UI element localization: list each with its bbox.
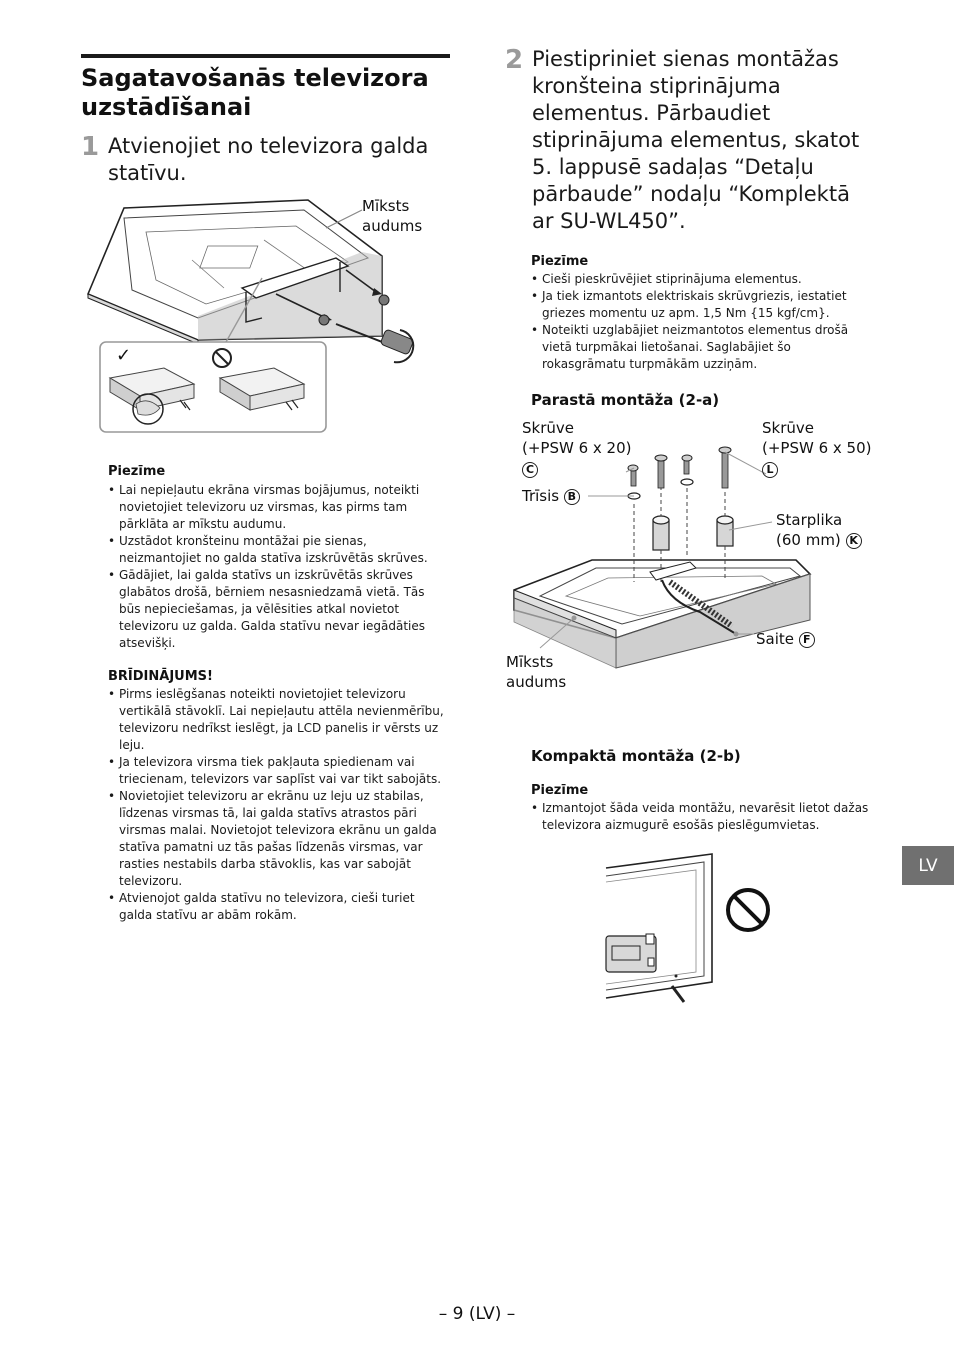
step-text: Atvienojiet no televizora galda statīvu. xyxy=(108,134,429,185)
cord-label: Saite F xyxy=(756,629,815,649)
note-1 xyxy=(108,463,448,652)
warning-list xyxy=(108,686,450,924)
list-item: • Noteikti uzglabājiet neizmantotos elementus drošā vietā turpmākai lietošanai. Saglabājiet šo rokasgrāmatu turpmākām uzziņām. xyxy=(531,322,871,373)
section-title xyxy=(81,64,451,122)
note-heading: Piezīme xyxy=(531,254,589,269)
figure-standard-mount xyxy=(500,412,880,702)
left-column xyxy=(81,54,451,187)
compact-mount-illustration xyxy=(600,850,780,1010)
note-list xyxy=(531,800,876,834)
section-title-line: uzstādīšanai xyxy=(81,93,252,121)
step-number: 1 xyxy=(81,132,100,162)
list-item: • Novietojiet televizoru ar ekrānu uz leju uz stabilas, līdzenas virsmas tā, lai galda statīvs atrastos pāri virsmas malai. Novietojot televizora ekrānu un galda statīva pamatni uz tās pašas līdzenās virsmas, var rasties nestabils darba stāvoklis, kas var sabojāt televizoru. xyxy=(108,788,450,890)
screw-c-marker: C xyxy=(522,462,538,478)
list-item: • Lai nepieļautu ekrāna virsmas bojājumus, noteikti novietojiet televizoru uz virsmas, kas pirms tam pārklāta ar mīkstu audumu. xyxy=(108,482,448,533)
step-2 xyxy=(505,46,875,235)
soft-cloth-label: Mīksts audums xyxy=(506,653,567,691)
list-item: • Atvienojot galda statīvu no televizora, cieši turiet galda statīvu ar abām rokām. xyxy=(108,890,450,924)
section-title-line: Sagatavošanās televizora xyxy=(81,64,429,92)
note-2 xyxy=(531,253,871,373)
mount-a-heading: Parastā montāža (2-a) xyxy=(531,391,720,409)
list-item: • Uzstādot kronšteinu montāžai pie sienas, neizmantojiet no galda statīva izskrūvētās skrūves. xyxy=(108,533,448,567)
washer-label: Trīsis B xyxy=(522,486,580,506)
list-item: • Ja televizora virsma tiek pakļauta spiedienam vai triecienam, televizors var saplīst vai var tikt sabojāts. xyxy=(108,754,450,788)
soft-cloth-label: Mīksts audums xyxy=(362,197,423,235)
note-heading: Piezīme xyxy=(108,464,166,479)
list-item: • Izmantojot šāda veida montāžu, nevarēsit lietot dažas televizora aizmugurē esošās pieslēgumvietas. xyxy=(531,800,876,834)
ok-check-icon: ✓ xyxy=(116,345,132,366)
step-text: Piestipriniet sienas montāžas kronšteina stiprinājuma elementus. Pārbaudiet stiprinājuma elementus, skatot 5. lappusē sadaļas “Detaļu pārbaude” nodaļu “Komplektā ar SU-WL450”. xyxy=(532,47,860,233)
note-list xyxy=(531,271,871,373)
screw-c-label: Skrūve (+PSW 6 x 20) C xyxy=(522,419,632,476)
screw-l-label: Skrūve (+PSW 6 x 50) L xyxy=(762,419,872,476)
language-tab: LV xyxy=(902,846,954,885)
warning-block xyxy=(108,668,450,924)
mount-b-heading: Kompaktā montāža (2-b) xyxy=(531,747,741,765)
screw-l-marker: L xyxy=(762,462,778,478)
list-item: • Cieši pieskrūvējiet stiprinājuma elementus. xyxy=(531,271,871,288)
figure-remove-stand xyxy=(86,196,431,436)
section-rule xyxy=(81,54,450,58)
cord-marker: F xyxy=(799,632,815,648)
right-column xyxy=(505,46,875,235)
list-item: • Ja tiek izmantots elektriskais skrūvgriezis, iestatiet griezes momentu uz apm. 1,5 Nm {15 kgf/cm}. xyxy=(531,288,871,322)
spacer-label: Starplika (60 mm) K xyxy=(776,510,862,550)
list-item: • Pirms ieslēgšanas noteikti novietojiet televizoru vertikālā stāvoklī. Lai nepieļautu attēla nevienmērību, televizoru nedrīkst ieslēgt, ja LCD panelis ir vērsts uz leju. xyxy=(108,686,450,754)
list-item: • Gādājiet, lai galda statīvs un izskrūvētās skrūves glabātos drošā, bērniem nesasniedzamā vietā. Tās būs nepieciešamas, ja vēlēsities atkal novietot televizoru uz galda. Galda statīvu nevar iegādāties atsevišķi. xyxy=(108,567,448,652)
washer-marker: B xyxy=(564,489,580,505)
step-1 xyxy=(81,133,451,187)
note-list xyxy=(108,482,448,652)
warning-heading: BRĪDINĀJUMS! xyxy=(108,669,213,684)
figure-compact-mount xyxy=(600,850,780,1010)
note-heading: Piezīme xyxy=(531,783,589,798)
spacer-marker: K xyxy=(846,533,862,549)
step-number: 2 xyxy=(505,45,524,75)
mount-b-note xyxy=(531,782,876,834)
page-number: – 9 (LV) – xyxy=(438,1304,516,1324)
